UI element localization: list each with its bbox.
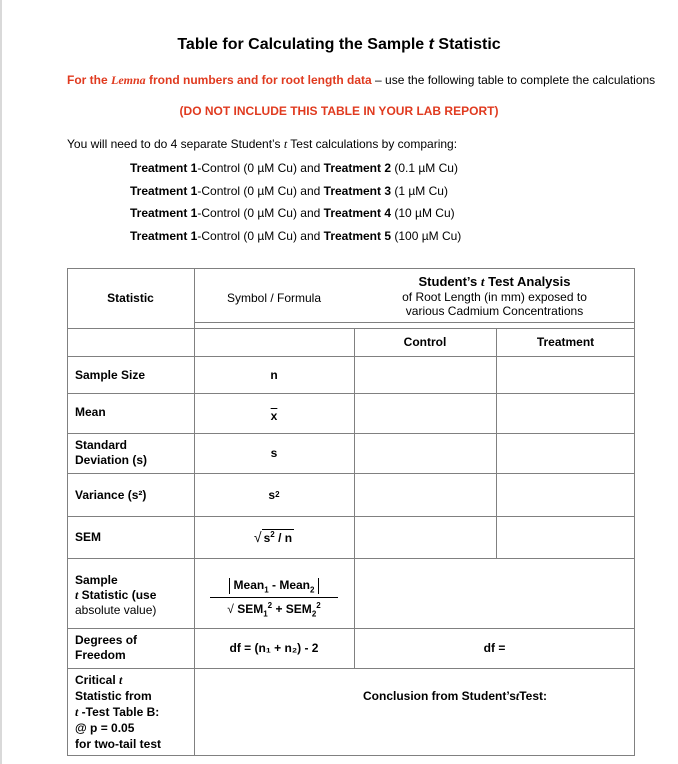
treatment-list [130,157,461,247]
row-degrees-of-freedom: Degrees of Freedom [75,633,138,662]
row-sample-size: Sample Size [75,367,146,382]
header-analysis: Student’s t Test Analysis of Root Length (in mm) exposed to various Cadmium Concentrations [402,274,587,318]
row-variance: Variance (s²) [75,487,147,502]
symbol-x-bar: $\overline{x}$ [270,408,278,423]
symbol-t-formula: $\frac{Mean_1 - Mean_2}{√ SEM_1^2 + SEM_2^2}$ [194,568,354,628]
instructions: You will need to do 4 separate Student’s t Test calculations by comparing: [67,137,458,151]
df-value: df = [483,641,506,655]
row-sem: SEM [75,530,102,544]
symbol-df-formula: df = (n₁ + n₂) - 2 [229,641,319,655]
intro-text: For the Lemna frond numbers and for root length data – use the following table to complete the calculations [67,73,656,87]
treatment-comparison: Treatment 1-Control (0 µM Cu) and Treatment 3 (1 µM Cu) [130,183,448,198]
conclusion-label: Conclusion from Student’s t Test: [363,688,548,703]
symbol-sem-formula: √ $s^2$ / n [253,529,293,545]
calculation-table [67,268,635,756]
header-symbol-formula: Symbol / Formula [226,291,322,305]
row-mean: Mean [75,404,106,419]
treatment-comparison: Treatment 1-Control (0 µM Cu) and Treatment 5 (100 µM Cu) [130,228,462,243]
row-critical-t: Critical t Statistic from t -Test Table B: @ p = 0.05 for two-tail test [75,673,161,751]
treatment-comparison: Treatment 1-Control (0 µM Cu) and Treatment 4 (10 µM Cu) [130,206,455,220]
header-treatment: Treatment [536,335,595,349]
symbol-s-squared: s 2 [268,487,280,502]
row-sample-t-statistic: Sample t Statistic (use absolute value) [75,573,157,617]
header-control: Control [403,335,447,349]
page-title: Table for Calculating the Sample t Statistic [177,36,501,53]
treatment-comparison: Treatment 1-Control (0 µM Cu) and Treatment 2 (0.1 µM Cu) [130,161,458,175]
symbol-s: s [270,446,278,460]
row-standard-deviation: Standard Deviation (s) [75,438,148,467]
symbol-n: n [270,367,278,382]
header-statistic: Statistic [107,291,154,305]
exclusion-note: (DO NOT INCLUDE THIS TABLE IN YOUR LAB REPORT) [179,104,499,118]
